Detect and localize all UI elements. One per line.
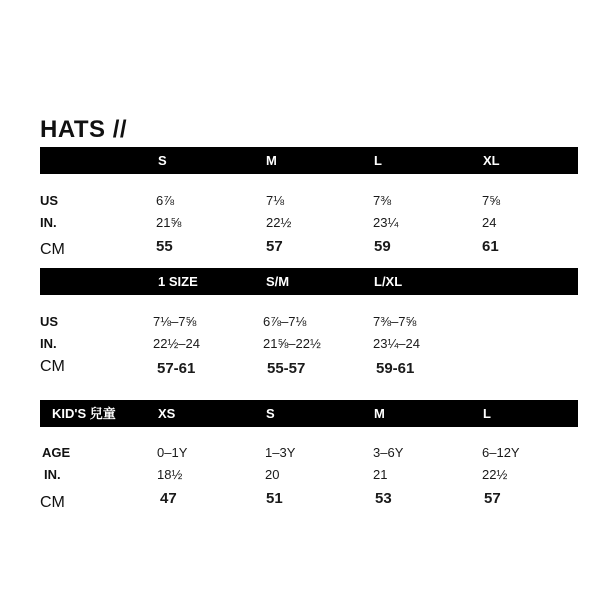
adult-cm-xl: 61	[482, 238, 499, 255]
kids-age-s: 1–3Y	[265, 445, 296, 460]
adult-cm-s: 55	[156, 238, 173, 255]
adult-cm-m: 57	[266, 238, 283, 255]
kids-age-l: 6–12Y	[482, 445, 520, 460]
kids-header-l: L	[483, 406, 491, 421]
fit-cm-l-xl: 59-61	[376, 360, 415, 377]
kids-cm-m: 53	[375, 490, 392, 507]
fit-in-1-size: 22½–24	[153, 336, 200, 351]
fit-us-s-m: 6⅞–7⅛	[263, 314, 307, 329]
adult-in-m: 22½	[266, 215, 292, 230]
kids-band-label: KID'S 兒童	[52, 406, 116, 421]
adult-in-l: 23¼	[373, 215, 399, 230]
kids-row-label-age: AGE	[42, 445, 71, 460]
adult-header-s: S	[158, 153, 167, 168]
adult-us-l: 7⅜	[373, 193, 392, 208]
fit-row-label-in: IN.	[40, 336, 57, 351]
kids-header-xs: XS	[158, 406, 176, 421]
page-title: HATS //	[40, 116, 128, 143]
kids-row-label-in: IN.	[44, 467, 61, 482]
adult-header-l: L	[374, 153, 382, 168]
fit-row-label-us: US	[40, 314, 59, 329]
adult-in-s: 21⅝	[156, 215, 182, 230]
adult-header-m: M	[266, 153, 277, 168]
fit-in-l-xl: 23¼–24	[373, 336, 420, 351]
kids-cm-l: 57	[484, 490, 501, 507]
adult-cm-l: 59	[374, 238, 391, 255]
adult-size-header-band	[40, 147, 578, 174]
fit-header-1-size: 1 SIZE	[158, 274, 198, 289]
kids-size-header-band	[40, 400, 578, 427]
adult-us-xl: 7⅝	[482, 193, 501, 208]
adult-row-label-us: US	[40, 193, 59, 208]
kids-in-l: 22½	[482, 467, 508, 482]
fit-cm-1-size: 57-61	[157, 360, 196, 377]
fit-us-l-xl: 7⅜–7⅝	[373, 314, 417, 329]
adult-us-s: 6⅞	[156, 193, 175, 208]
kids-cm-xs: 47	[160, 490, 177, 507]
adult-us-m: 7⅛	[266, 193, 285, 208]
kids-header-m: M	[374, 406, 385, 421]
fit-size-header-band	[40, 268, 578, 295]
kids-age-m: 3–6Y	[373, 445, 404, 460]
fit-us-1-size: 7⅛–7⅝	[153, 314, 197, 329]
fit-header-s-m: S/M	[266, 274, 290, 289]
fit-row-label-cm: CM	[40, 358, 65, 375]
adult-row-label-in: IN.	[40, 215, 57, 230]
kids-in-s: 20	[265, 467, 280, 482]
adult-row-label-cm: CM	[40, 241, 65, 258]
fit-cm-s-m: 55-57	[267, 360, 306, 377]
adult-header-xl: XL	[483, 153, 500, 168]
kids-header-s: S	[266, 406, 275, 421]
fit-header-l-xl: L/XL	[374, 274, 403, 289]
kids-in-xs: 18½	[157, 467, 183, 482]
kids-in-m: 21	[373, 467, 388, 482]
adult-in-xl: 24	[482, 215, 497, 230]
fit-in-s-m: 21⅝–22½	[263, 336, 321, 351]
kids-cm-s: 51	[266, 490, 283, 507]
kids-row-label-cm: CM	[40, 494, 65, 511]
kids-age-xs: 0–1Y	[157, 445, 188, 460]
